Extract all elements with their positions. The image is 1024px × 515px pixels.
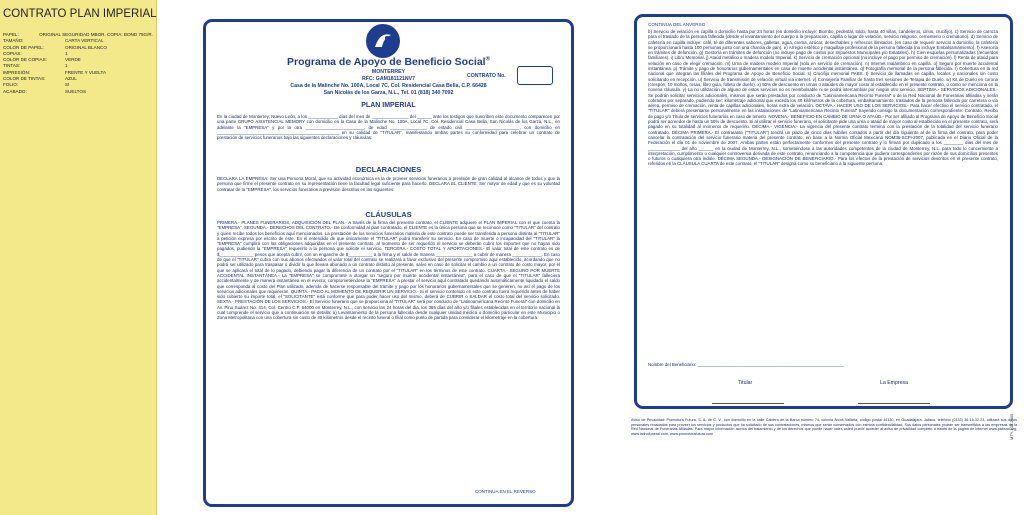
contract-back-page <box>628 0 1020 515</box>
clausulas-heading: CLÁUSULAS <box>365 210 412 219</box>
declaraciones-text: DECLARA LA EMPRESA: Ser una Persona Moral, que su actividad económica es la de proveer servicios funerarios a previsión de gran calidad al alcance de todos y que la persona que firme el presente contrato en su representación tiene la facultad legal suficiente para hacerlo. DECLARA EL CLIENTE: Ser mayor de edad y que es su voluntad contratar de la "EMPRESA", los servicios funerarios a previsión descritos en las siguientes: <box>217 176 560 192</box>
spec-row: ACABADO: SUELTOS <box>3 88 87 94</box>
signature-empresa-line[interactable] <box>858 403 930 404</box>
spec-card <box>0 0 157 515</box>
back-body-text: b) Servicio de velación en capilla o domicilio hasta por 24 horas (en domicilio incluye: Biombo, pedestal, toldo, hasta 40 sillas, candeleros, cirios, crucifijo). c) Servicio de carroza para el traslado de la persona fallecida (desde el levantamiento del cuerpo a la preparación, capilla o lugar de velación, servicio religioso, cementerio o crematorio). d) Servicio de cafetería en capilla incluye: café, té de diferentes sabores, galletas, agua, crema, azúcar, desechables y refrescos ilimitados. (en caso de requerir servicio a domicilio, la cafetería se proporcionará hasta 100 personas junto con una charola de pan). e) Arreglo estético y maquillaje profesional de la persona fallecida (no incluye Embalsamamiento). f) Asesoría en trámites de defunción. g) Gestoría en trámites de defunción (no incluye pago de costos por Impuestos Municipales y/o Estatales). h) Cien esquelas personalizadas (recuerdos familiares). i) Libro Memorial. j) Ataúd metálico o madera modelo Imperial. k) Servicio de cremación opcional (no incluye el pago por permiso de cremación). l) Renta de ataúd para velación en caso de elegir cremación. m) Urna de madera modelo Imperial (sólo en servicio de cremación). n) Internet Inalámbrico en capilla. o) Seguro por muerte accidental instantánea. p) Trámite y pago de honorarios gubernamentales en caso de muerte accidental instantánea. q) Fotografía memorial de la persona fallecida. r) Cobertura en la red nacional que integran las filiales del Programa de Apoyo de Beneficio Social. s) Crucifijo memorial PABS. t) Servicio de llamadas en capilla, locales y nacionales sin costo solicitando en recepción. u) Servicio de transmisión de velación virtual vía internet. v) Consejería Familiar de hasta tres sesiones de Terapia de Duelo. w) Kit de Duelo en corona (crespón, 10 moños, rosas, libro guía, folleto de duelo). x) 50% de descuento en urnas o ataúdes de mayor costo al establecido en el presente contrato, o como se menciona en la novena cláusula. y) La no utilización de alguno de estos servicios no es reembolsable ni se podrá intercambiar por ningún otro servicio. SÉPTIMA.- SERVICIOS ADICIONALES.- Se podrán solicitar servicios adicionales, mismos que serán prestados por conducto de "Latinoamericana Recinto Funeral" o de la Red Nacional de Funerarias afiliadas y serán cobrados por separado, pudiendo ser: kilometraje adicional que exceda los 40 kilómetros de la cobertura, embalsamamiento, traslados de la persona fallecida por carretera o vía aérea, permiso de cremación, renta de capillas adicionales, horas extra de velación. OCTAVA.- HACER USO DE LOS SERVICIOS.- Para hacer efectivo el servicio contratado, el "TITULAR" deberá presentarse personalmente en las instalaciones de "Latinoamericana Recinto Funeral" trayendo consigo la documentación correspondiente: Contrato, Recibo de pago y/o Título de servicios funerarios en caso de tenerlo. NOVENA.- BENEFICIO EN CAMBIO DE URNA O ATAÚD.- Por ser afiliado al Programa de Apoyo de Beneficio Social podrá ser acreedor de hasta un 50% de descuento. Si al utilizar el servicio funerario, el solicitante pide una urna o ataúd de mayor costo al establecido en el presente contrato, será pagado en su totalidad al momento de requerirlo. DÉCIMA.- VIGENCIA.- La vigencia del presente contrato termina con la prestación de la totalidad del servicio funerario contratado. DÉCIMA PRIMERA.- El contratante ("TITULAR") tendrá un plazo de cinco días hábiles contados a partir del día siguiente al de la firma del contrato, para poder cancelar la contratación del servicio funerario materia del presente contrato, en base a la Norma Oficial Mexicana NOM36-SCFI-2007, publicada en el Diario Oficial de la Federación el día 01 de noviembre de 2007. Ambas partes están perfectamente conformes del presente contrato y lo firman por duplicado a los ________ días del mes de _____________ del año ______ en la ciudad de Monterrey, N.L., sometiéndose a las autoridades competentes de la ciudad de Monterrey, N.L. para todo lo concerniente a interpretación, cumplimiento o cualquier controversia derivada de este contrato, renunciando a la competencia que pudiera corresponderles por razón de sus domicilios presentes o futuros o cualquiera otra índole. DÉCIMA SEGUNDA.- DESIGNACIÓN DE BENEFICIARIO.- Para los efectos de la prestación de servicios descritos en el presente contrato, referidos en la CLÁUSULA CUARTA de este contrato, el "TITULAR" designa como su beneficiario a la siguiente persona. <box>648 29 998 167</box>
company-name: Programa de Apoyo de Beneficio Social® <box>287 56 490 68</box>
spec-row: TAMAÑO: CARTA VERTICAL <box>3 38 104 44</box>
spec-row: FOLIO: SI <box>3 82 70 88</box>
continue-reverse-label: CONTINUA EN EL REVERSO <box>475 489 536 494</box>
signature-empresa-label: La Empresa <box>880 380 908 386</box>
spec-row: COLOR DE TINTAS: AZUL <box>3 76 77 82</box>
contrato-no-field[interactable] <box>517 66 553 85</box>
company-city: MONTERREY <box>371 69 406 75</box>
continue-header: CONTINUA DEL ANVERSO <box>648 22 706 27</box>
spec-row: COLOR DE PAPEL: ORIGINAL BLANCO <box>3 44 107 50</box>
company-address-line2: San Nicolás de los Garza, N.L., Tel. 01 (818) 340 7092 <box>323 90 454 96</box>
spec-row: COPIAS: 1 <box>3 50 68 56</box>
spec-row: PAPEL: ORIGINAL SEGURIDAD MBOR. COPIA: BOND 75G/R. <box>3 32 153 37</box>
clausulas-text: PRIMERA.- PLANES FUNERARIOS, ADQUISICIÓN DEL PLAN.- A través de la firma del presente contrato, el CLIENTE adquiere el PLAN IMPERIAL con el que cuenta la "EMPRESA". SEGUNDA.- DERECHOS DEL CONTRATO.- De conformidad al plan contratado, el CLIENTE es la única persona que se reconoce como "TITULAR" del contrato y quien recibe todos los beneficios aquí mencionados. La prestación de los servicios funerarios materia de este contrato puede ser transferida a persona distinta al "TITULAR" a petición expresa por escrito de éste. En el entendido de que únicamente el "TITULAR" podrá transferir su servicio. En caso de muerte o incapacidad del "TITULAR" la "EMPRESA" cumplirá con las obligaciones adquiridas en el presente contrato, al momento de ser requerido el servicio se deberán cubrir los importes que no hayan sido pagados, pudiendo la "EMPRESA" requerirlo a la persona que solicite el servicio. TERCERA.- COSTO TOTAL Y APORTACIONES.- El valor total de este contrato es de $______________ pesos que acepta cubrir, con un enganche de $__________ a la firma y el saldo de manera _______________ a cubrir de manera ____________. En caso de que el "TITULAR" cubra con sus abonos efectuados el valor total del contrato se realizará a favor exclusivo del presente compromiso aquí establecido, acordando que no podrá ser utilizado para traspasar o dividir lo que llevara abonado a un contrato distinto al presente, salvo en caso de solicitar el cambio a un contrato de costo mayor, por el que se aplicará el total de lo pagado, debiendo pagar la diferencia de un contrato por el "TITULAR" en los términos de este contrato. CUARTA.- SEGURO POR MUERTE ACCIDENTAL INSTANTÁNEA.- La "EMPRESA" se compromete a otorgar un "seguro por muerte accidental instantánea", para el caso de que el "TITULAR" falleciera accidentalmente y de manera instantánea en el evento; comprometiéndose la "EMPRESA" a prestar el servicio aquí contratado quedando automáticamente liquidado el saldo que corresponda al costo del Plan utilizado, además de hacerse responsable del trámite y pago por los honorarios gubernamentales que se generen, no así el pago de los servicios adicionales que requirieran. QUINTA.- PAGO AL MOMENTO DE REQUERIR UN SERVICIO.- Si el servicio contenido en este contrato fuera requerido antes de haber sido cubierto su importe total, el "SOLICITANTE" está conforme que para poder hacer uso del mismo, deberá de CUBRIR o SALDAR el costo total del servicio solicitado. SEXTA.- PRESTACIÓN DE LOS SERVICIOS.- El Servicio funerario que se proporciona al "TITULAR" será por conducto de "Latinoamericana Recinto Funeral" con domicilio en Av. Pino Suárez No. 414, Col. Centro C.P. 64000 en Monterrey, N.L., con servicio las 24 horas del día, los 365 días del año y/o filiales establecidas en el territorio nacional la cual comprende el servicio que a continuación se detalla: a) Levantamiento de la persona fallecida desde cualquier unidad médica o domicilio particular en este Municipio o Zona Metropolitana con una cobertura sin costo de 40 kilómetros desde el recinto funeral o filial como punto de partida para considerar el kilometraje en la cobertura. <box>217 220 560 321</box>
declaraciones-heading: DECLARACIONES <box>355 165 422 174</box>
form-code: MTY-102-2005 <box>1009 413 1014 440</box>
company-rfc: RFC: GAM181121NV7 <box>361 76 416 82</box>
plan-title: PLAN IMPERIAL <box>361 102 416 109</box>
signature-titular-label: Titular <box>738 380 753 386</box>
spec-row: IMPRESIÓN: FRENTE Y VUELTA <box>3 69 107 75</box>
spec-rows <box>3 32 153 95</box>
contrato-no-label: CONTRATO No. <box>467 73 506 79</box>
privacy-notice: Aviso de Privacidad: Promotora Futura, S. A. de C. V., con domicilio en la calle Caldera de la Barca número 74, colonia Arcos Vallarta, código postal 44130, en Guadalajara, Jalisco, teléfono (0133) 36-15-32-23, utilizará sus datos personales recabados para proveer los servicios y productos que ha solicitado de sus contrataciones, mismos que serán conservados con estricta confidencialidad. Sus datos personales podrán ser transmitidos a las empresas de la Red Nacional de Funerarias Afiliadas. Para mayor información acerca del tratamiento y de los derechos que puede hacer valer, usted puede acceder al aviso de privacidad completo a través de la página de internet www.pabsmi.org, www.latinofuneral.com, www.promotorafutura.com <box>631 418 1017 436</box>
company-address-line1: Casa de la Malinche No. 100A, Local 7C, Col. Residencial Casa Bella, C.P. 66428 <box>290 83 487 89</box>
spec-row: COLOR DE COPIAS: VERDE <box>3 57 81 63</box>
spec-title: CONTRATO PLAN IMPERIAL <box>3 8 157 20</box>
spec-row: TINTAS: 1 <box>3 63 68 69</box>
company-logo-icon <box>366 24 400 58</box>
signature-titular-line[interactable] <box>712 403 784 404</box>
intro-paragraph: En la ciudad de Monterrey, Nuevo León, a los ____________ días del mes de _______________ del ______ ante los testigos que suscriben este documento comparecen por una parte GRUPO ASISTENCIAL MEMORY con domicilio en la Casa de la Malinche No. 100A, Local 7C, Col. Residencial Casa Bella, San Nicolás de los Garza, N.L., en adelante la "EMPRESA" y por la otra ________________________, de edad _______________ de estado civil ______________________, con domicilio en __________________________________________________ en su calidad de "TITULAR", manifestando ambas partes su conformidad para celebrar un contrato de prestación de servicios funerarios bajo las siguientes declaraciones y cláusulas: <box>217 114 560 141</box>
contract-front-page <box>197 0 580 515</box>
beneficiary-line[interactable]: Nombre del Beneficiario: ____________________________________________________________ <box>648 362 844 367</box>
